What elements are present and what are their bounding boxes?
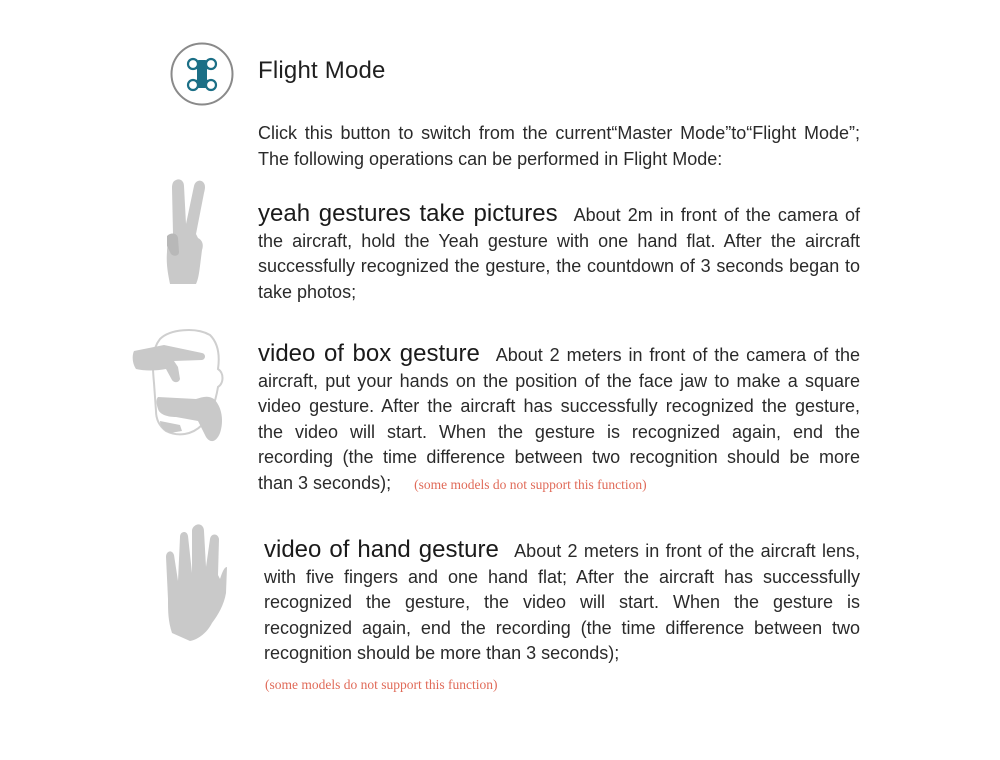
section-heading: yeah gestures take pictures (258, 200, 558, 227)
section-heading: video of box gesture (258, 340, 480, 367)
section-body: About 2m in front of the camera of the aircraft, hold the Yeah gesture with one hand flat. After the aircraft successfully recognized the gesture, the countdown of 3 seconds began to take photos; (258, 205, 860, 302)
section-hand-gesture (264, 537, 860, 667)
function-support-note: (some models do not support this function) (265, 677, 498, 692)
section-heading: video of hand gesture (264, 536, 499, 563)
section-body: About 2 meters in front of the aircraft lens, with five fingers and one hand flat; After the aircraft has successfully recognized the gesture, the video will start. When the gesture is recognized again, end the recording (the time difference between two recognition should be more than 3 seconds); (264, 541, 860, 663)
page-title: Flight Mode (258, 57, 386, 84)
box-frame-gesture-icon (130, 325, 226, 445)
open-hand-gesture-icon (160, 523, 228, 641)
peace-sign-gesture-icon (158, 178, 216, 286)
drone-icon (170, 42, 234, 106)
section-yeah-gesture (258, 201, 860, 305)
function-support-note: (some models do not support this function) (414, 476, 647, 492)
section-box-gesture (258, 341, 860, 497)
intro-text: Click this button to switch from the current“Master Mode”to“Flight Mode”; The following operations can be performed in Flight Mode: (258, 123, 860, 169)
flight-mode-button[interactable] (170, 42, 234, 106)
section-body: About 2 meters in front of the camera of the aircraft, put your hands on the position of the face jaw to make a square video gesture. After the aircraft has successfully recognized the gesture, the video will start. When the gesture is recognized again, end the recording (the time difference between two recognition should be more than 3 seconds); (258, 345, 861, 493)
